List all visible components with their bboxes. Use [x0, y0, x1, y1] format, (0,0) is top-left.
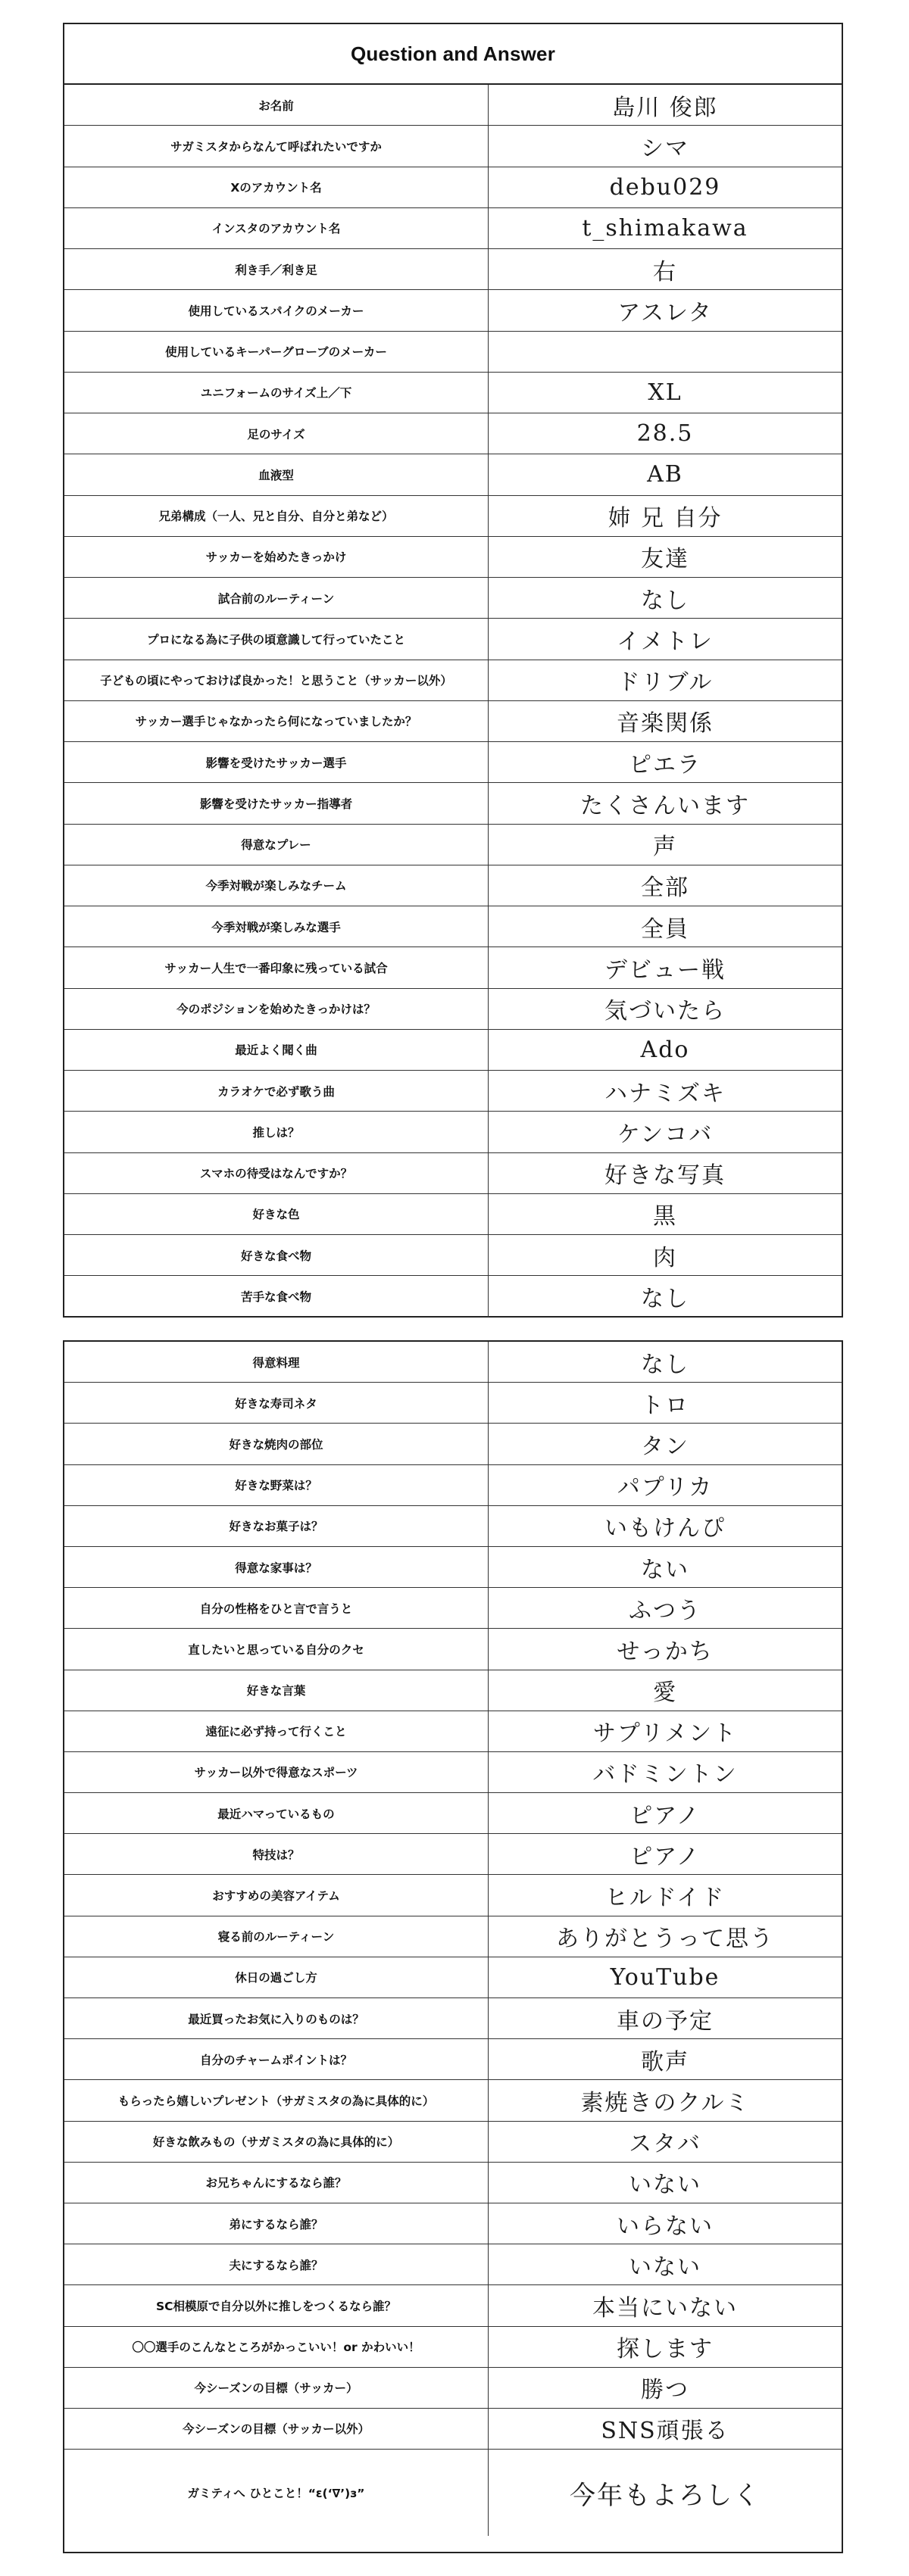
qa-row — [64, 1424, 842, 1464]
question-cell: 〇〇選手のこんなところがかっこいい！or かわいい！ — [64, 2327, 489, 2367]
question-cell: 自分の性格をひと言で言うと — [64, 1588, 489, 1628]
qa-row — [64, 2039, 842, 2080]
answer-cell: なし — [641, 1286, 689, 1313]
qa-row — [64, 249, 842, 290]
qa-row — [64, 2450, 842, 2536]
answer-cell: 歌声 — [641, 2048, 689, 2075]
sheet-title: Question and Answer — [64, 24, 842, 85]
question-cell: 直したいと思っている自分のクセ — [64, 1629, 489, 1669]
qa-row — [64, 1711, 842, 1752]
question-cell: 好きな飲みもの（サガミスタの為に具体的に） — [64, 2122, 489, 2162]
question-cell: 特技は？ — [64, 1834, 489, 1874]
question-cell: 夫にするなら誰？ — [64, 2244, 489, 2284]
question-cell: 最近ハマっているもの — [64, 1793, 489, 1833]
question-cell: ガミティへ ひとこと！“ε(‘∇’)з” — [64, 2450, 489, 2536]
answer-cell: 全部 — [641, 875, 689, 902]
question-cell: SC相模原で自分以外に推しをつくるなら誰？ — [64, 2285, 489, 2325]
question-cell: 兄弟構成（一人、兄と自分、自分と弟など） — [64, 496, 489, 536]
question-cell: 好きな焼肉の部位 — [64, 1424, 489, 1464]
answer-cell — [489, 332, 842, 372]
answer-cell: いない — [629, 2253, 701, 2281]
answer-cell: ありがとうって思う — [556, 1926, 774, 1953]
answer-cell: 気づいたら — [604, 998, 726, 1025]
answer-cell: 姉 兄 自分 — [608, 505, 723, 532]
qa-row — [64, 701, 842, 742]
qa-row — [64, 126, 842, 167]
question-cell: おすすめの美容アイテム — [64, 1875, 489, 1915]
qa-row — [64, 1153, 842, 1194]
question-cell: サッカー以外で得意なスポーツ — [64, 1752, 489, 1792]
question-cell: 自分のチャームポイントは？ — [64, 2039, 489, 2079]
question-cell: 得意なプレー — [64, 825, 489, 865]
question-cell: 使用しているキーパーグローブのメーカー — [64, 332, 489, 372]
question-cell: サッカー選手じゃなかったら何になっていましたか？ — [64, 701, 489, 741]
answer-cell: Ado — [640, 1036, 690, 1063]
qa-row — [64, 742, 842, 783]
qa-row — [64, 947, 842, 988]
question-cell: もらったら嬉しいプレゼント（サガミスタの為に具体的に） — [64, 2080, 489, 2120]
qa-row — [64, 1194, 842, 1235]
qa-row — [64, 1588, 842, 1629]
qa-row — [64, 1752, 842, 1793]
answer-cell: ふつう — [629, 1597, 701, 1624]
qa-row — [64, 2244, 842, 2285]
qa-row — [64, 2203, 842, 2244]
answer-cell: 黒 — [653, 1203, 677, 1230]
qa-row — [64, 1071, 842, 1112]
answer-cell: イメトレ — [617, 628, 714, 655]
qa-sheet-page-1 — [63, 23, 843, 1318]
answer-cell: たくさんいます — [580, 792, 750, 819]
question-cell: インスタのアカウント名 — [64, 208, 489, 248]
qa-row — [64, 2080, 842, 2121]
question-cell: 影響を受けたサッカー選手 — [64, 742, 489, 782]
qa-row — [64, 1465, 842, 1506]
qa-sheet-page-2 — [63, 1340, 843, 2553]
question-cell: プロになる為に子供の頃意識して行っていたこと — [64, 619, 489, 659]
qa-row — [64, 865, 842, 906]
question-cell: カラオケで必ず歌う曲 — [64, 1071, 489, 1111]
answer-cell: ない — [641, 1556, 689, 1583]
answer-cell: せっかち — [617, 1638, 714, 1665]
question-cell: 好きな言葉 — [64, 1670, 489, 1711]
qa-row — [64, 454, 842, 495]
answer-cell: SNS頑張る — [601, 2418, 729, 2445]
question-cell: 休日の過ごし方 — [64, 1957, 489, 1997]
qa-row — [64, 783, 842, 824]
answer-cell: ピエラ — [629, 751, 701, 778]
qa-row — [64, 1998, 842, 2039]
qa-row — [64, 2285, 842, 2326]
answer-cell: 全員 — [641, 915, 689, 943]
qa-row — [64, 1670, 842, 1711]
question-cell: 今季対戦が楽しみな選手 — [64, 906, 489, 947]
answer-cell: なし — [641, 587, 689, 614]
answer-cell: 素焼きのクルミ — [580, 2089, 750, 2116]
question-cell: お名前 — [64, 85, 489, 125]
question-cell: 今シーズンの目標（サッカー以外） — [64, 2409, 489, 2449]
question-cell: 影響を受けたサッカー指導者 — [64, 783, 489, 823]
answer-cell: 音楽関係 — [617, 710, 714, 738]
answer-cell: 車の予定 — [617, 2007, 714, 2035]
answer-cell: XL — [648, 379, 683, 406]
qa-row — [64, 1276, 842, 1317]
question-cell: 苦手な食べ物 — [64, 1276, 489, 1317]
question-cell: 使用しているスパイクのメーカー — [64, 290, 489, 330]
qa-row — [64, 825, 842, 865]
answer-cell: debu029 — [609, 173, 721, 201]
question-cell: 好きな寿司ネタ — [64, 1383, 489, 1423]
qa-row — [64, 2163, 842, 2203]
qa-row — [64, 2368, 842, 2409]
question-cell: 今シーズンの目標（サッカー） — [64, 2368, 489, 2408]
answer-cell: 28.5 — [636, 420, 694, 448]
question-cell: 得意料理 — [64, 1342, 489, 1382]
answer-cell: タン — [641, 1433, 689, 1460]
answer-cell: 本当にいない — [592, 2294, 738, 2322]
answer-cell: ハナミズキ — [604, 1080, 726, 1107]
answer-cell: バドミントン — [592, 1761, 738, 1789]
answer-cell: 愛 — [653, 1679, 677, 1707]
question-cell: 最近よく聞く曲 — [64, 1030, 489, 1070]
question-cell: 最近買ったお気に入りのものは？ — [64, 1998, 489, 2038]
qa-row — [64, 660, 842, 701]
qa-row — [64, 906, 842, 947]
answer-cell: パプリカ — [617, 1474, 714, 1502]
qa-row — [64, 578, 842, 619]
answer-cell: ドリブル — [617, 669, 714, 697]
qa-row — [64, 1547, 842, 1588]
question-cell: 今のポジションを始めたきっかけは？ — [64, 989, 489, 1029]
answer-cell: 友達 — [641, 546, 689, 573]
answer-cell: シマ — [641, 135, 689, 162]
qa-row — [64, 1235, 842, 1276]
question-cell: ユニフォームのサイズ上／下 — [64, 373, 489, 413]
answer-cell: デビュー戦 — [604, 956, 726, 984]
answer-cell: 勝つ — [641, 2377, 689, 2404]
qa-row — [64, 2409, 842, 2450]
qa-row — [64, 290, 842, 331]
answer-cell: t_shimakawa — [582, 214, 748, 242]
answer-cell: AB — [647, 461, 683, 488]
answer-cell: 今年もよろしく — [570, 2480, 761, 2511]
qa-row — [64, 167, 842, 208]
answer-cell: 声 — [653, 834, 677, 861]
answer-cell: ピアノ — [629, 1843, 701, 1870]
qa-row — [64, 208, 842, 249]
qa-row — [64, 619, 842, 660]
question-cell: Xのアカウント名 — [64, 167, 489, 207]
answer-cell: ヒルドイド — [604, 1885, 726, 1912]
answer-cell: ピアノ — [629, 1802, 701, 1829]
answer-cell: いない — [629, 2172, 701, 2199]
answer-cell: アスレタ — [617, 299, 713, 326]
answer-cell: 探します — [617, 2336, 714, 2363]
qa-table-2 — [64, 1342, 842, 2536]
qa-row — [64, 2122, 842, 2163]
qa-row — [64, 1875, 842, 1916]
question-cell: 試合前のルーティーン — [64, 578, 489, 618]
answer-cell: いもけんぴ — [604, 1515, 726, 1542]
qa-table-1 — [64, 85, 842, 1318]
question-cell: 好きな食べ物 — [64, 1235, 489, 1275]
question-cell: 遠征に必ず持って行くこと — [64, 1711, 489, 1751]
answer-cell: 右 — [653, 258, 677, 285]
question-cell: お兄ちゃんにするなら誰？ — [64, 2163, 489, 2203]
question-cell: 好きな色 — [64, 1194, 489, 1234]
answer-cell: サプリメント — [592, 1720, 738, 1748]
question-cell: 寝る前のルーティーン — [64, 1916, 489, 1957]
qa-row — [64, 1383, 842, 1424]
answer-cell: スタバ — [629, 2131, 701, 2158]
question-cell: 今季対戦が楽しみなチーム — [64, 865, 489, 906]
qa-row — [64, 1834, 842, 1875]
question-cell: 子どもの頃にやっておけば良かった！と思うこと（サッカー以外） — [64, 660, 489, 700]
qa-row — [64, 989, 842, 1030]
question-cell: サガミスタからなんて呼ばれたいですか — [64, 126, 489, 166]
question-cell: 得意な家事は？ — [64, 1547, 489, 1587]
qa-row — [64, 1629, 842, 1670]
qa-row — [64, 1916, 842, 1957]
qa-row — [64, 413, 842, 454]
qa-row — [64, 1506, 842, 1547]
qa-row — [64, 373, 842, 413]
question-cell: 弟にするなら誰？ — [64, 2203, 489, 2244]
qa-row — [64, 1030, 842, 1071]
answer-cell: いらない — [617, 2213, 714, 2240]
question-cell: 利き手／利き足 — [64, 249, 489, 289]
question-cell: 好きな野菜は？ — [64, 1465, 489, 1505]
answer-cell: 好きな写真 — [604, 1162, 726, 1190]
qa-row — [64, 1793, 842, 1834]
answer-cell: なし — [641, 1351, 689, 1378]
qa-row — [64, 1112, 842, 1152]
qa-row — [64, 496, 842, 537]
question-cell: スマホの待受はなんですか？ — [64, 1153, 489, 1193]
answer-cell: トロ — [641, 1392, 689, 1419]
qa-row — [64, 332, 842, 373]
question-cell: 好きなお菓子は？ — [64, 1506, 489, 1546]
qa-row — [64, 85, 842, 126]
question-cell: 足のサイズ — [64, 413, 489, 454]
question-cell: サッカー人生で一番印象に残っている試合 — [64, 947, 489, 987]
question-cell: 血液型 — [64, 454, 489, 494]
qa-row — [64, 1342, 842, 1383]
qa-row — [64, 537, 842, 578]
qa-row — [64, 1957, 842, 1998]
question-cell: サッカーを始めたきっかけ — [64, 537, 489, 577]
answer-cell: 肉 — [653, 1244, 677, 1271]
qa-row — [64, 2327, 842, 2368]
answer-cell: YouTube — [610, 1963, 720, 1991]
answer-cell: 島川 俊郎 — [612, 94, 718, 121]
answer-cell: ケンコバ — [617, 1121, 714, 1148]
question-cell: 推しは？ — [64, 1112, 489, 1152]
